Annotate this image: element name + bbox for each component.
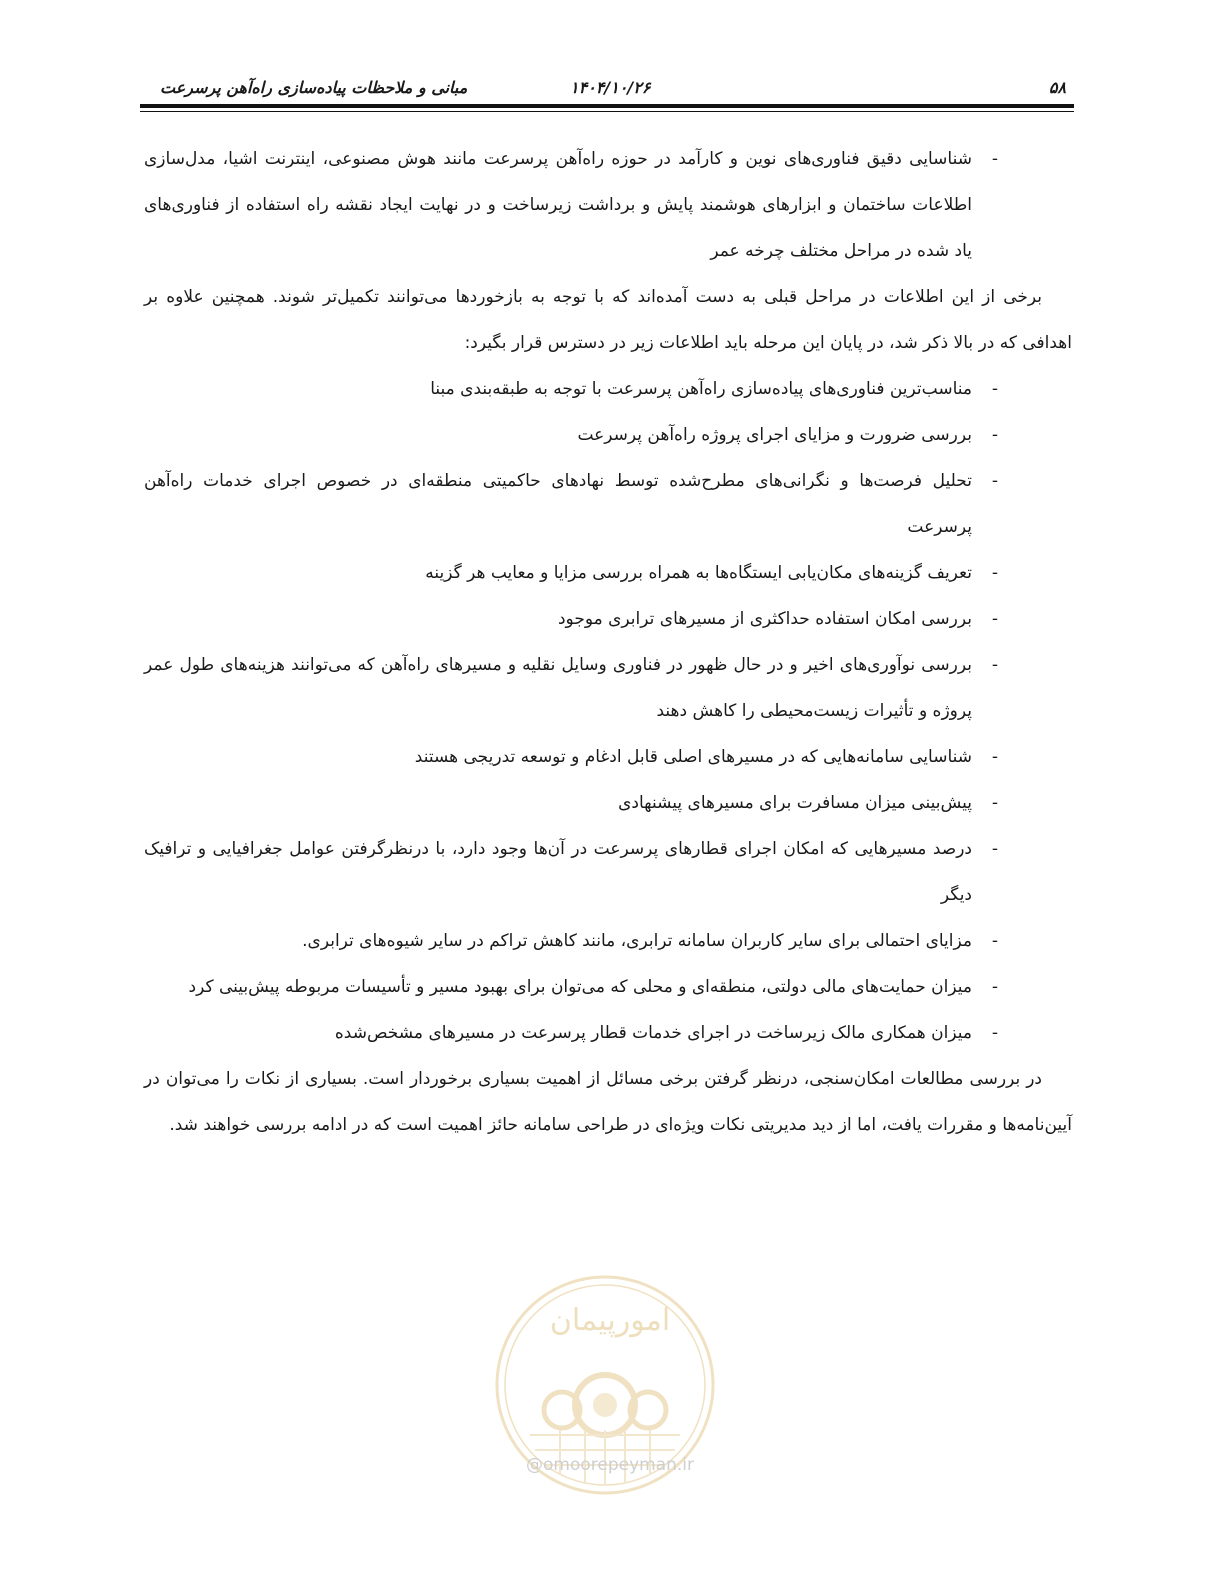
watermark-gear-icon (544, 1375, 666, 1435)
list-item-text: بررسی نوآوری‌های اخیر و در حال ظهور در فناوری وسایل نقلیه و مسیرهای راه‌آهن که می‌توانند هزینه‌های طول عمر پروژه و تأثیرات زیست‌محیطی را کاهش دهند (144, 655, 972, 721)
list-item-text: مناسب‌ترین فناوری‌های پیاده‌سازی راه‌آهن پرسرعت با توجه به طبقه‌بندی مبنا (430, 379, 972, 399)
list-item-text: شناسایی دقیق فناوری‌های نوین و کارآمد در حوزه راه‌آهن پرسرعت مانند هوش مصنوعی، اینترنت اشیا، مدل‌سازی اطلاعات ساختمان و ابزارهای هوشمند پایش و برداشت زیرساخت و در نهایت ایجاد نقشه راه استفاده از فناوری‌های یاد شده در مراحل مختلف چرخه عمر (144, 149, 972, 261)
bullet-dash: - (991, 425, 998, 445)
bullet-dash: - (991, 793, 998, 813)
list-item (144, 596, 1072, 642)
bullet-dash: - (991, 747, 998, 767)
list-item-text: تعریف گزینه‌های مکان‌یابی ایستگاه‌ها به همراه بررسی مزایا و معایب هر گزینه (425, 563, 972, 583)
document-body (144, 136, 1072, 1148)
bullet-dash: - (991, 931, 998, 951)
list-item (144, 412, 1072, 458)
list-item (144, 964, 1072, 1010)
bullet-dash: - (991, 471, 998, 491)
list-item-text: شناسایی سامانه‌هایی که در مسیرهای اصلی قابل ادغام و توسعه تدریجی هستند (414, 747, 972, 767)
list-item-text: مزایای احتمالی برای سایر کاربران سامانه ترابری، مانند کاهش تراکم در سایر شیوه‌های ترابری. (302, 931, 972, 951)
bullet-list-top (144, 136, 1072, 274)
list-item (144, 1010, 1072, 1056)
paragraph-intro: برخی از این اطلاعات در مراحل قبلی به دست آمده‌اند که با توجه به بازخوردها می‌توانند تکمیل‌تر شوند. همچنین علاوه بر اهدافی که در بالا ذکر شد، در پایان این مرحله باید اطلاعات زیر در دسترس قرار بگیرد: (144, 287, 1072, 353)
list-item-text: درصد مسیرهایی که امکان اجرای قطارهای پرسرعت در آن‌ها وجود دارد، با درنظرگرفتن عوامل جغرافیایی و ترافیک دیگر (144, 839, 972, 905)
bullet-list-main (144, 366, 1072, 1056)
page-header (140, 68, 1074, 102)
list-item (144, 826, 1072, 918)
list-item-text: میزان همکاری مالک زیرساخت در اجرای خدمات قطار پرسرعت در مسیرهای مشخص‌شده (334, 1023, 972, 1043)
bullet-dash: - (991, 655, 998, 675)
header-date: ۱۴۰۴/۱۰/۲۶ (570, 78, 651, 97)
list-item-text: میزان حمایت‌های مالی دولتی، منطقه‌ای و محلی که می‌توان برای بهبود مسیر و تأسیسات مربوطه پیش‌بینی کرد (188, 977, 972, 997)
watermark-url: @omoorepeyman.ir (525, 1455, 695, 1475)
bullet-dash: - (991, 1023, 998, 1043)
page-number: ۵۸ (1048, 78, 1066, 97)
bullet-dash: - (991, 563, 998, 583)
bullet-dash: - (991, 977, 998, 997)
list-item (144, 918, 1072, 964)
header-rule-thick (140, 104, 1074, 108)
bullet-dash: - (991, 609, 998, 629)
header-title: مبانی و ملاحظات پیاده‌سازی راه‌آهن پرسرعت (160, 78, 468, 97)
list-item-text: بررسی امکان استفاده حداکثری از مسیرهای ترابری موجود (557, 609, 972, 629)
bullet-dash: - (991, 149, 998, 169)
list-item (144, 366, 1072, 412)
watermark-logo-text: امورپیمان (549, 1303, 671, 1338)
list-item-text: بررسی ضرورت و مزایای اجرای پروژه راه‌آهن پرسرعت (577, 425, 972, 445)
bullet-dash: - (991, 379, 998, 399)
paragraph-closing: در بررسی مطالعات امکان‌سنجی، درنظر گرفتن برخی مسائل از اهمیت بسیاری برخوردار است. بسیاری از نکات را می‌توان در آیین‌نامه‌ها و مقررات یافت، اما از دید مدیریتی نکات ویژه‌ای در طراحی سامانه حائز اهمیت است که در ادامه بررسی خواهند شد. (144, 1069, 1072, 1135)
list-item (144, 734, 1072, 780)
list-item (144, 550, 1072, 596)
header-rule-thin (140, 111, 1074, 112)
list-item (144, 458, 1072, 550)
at-icon: @ (525, 1455, 543, 1475)
bullet-dash: - (991, 839, 998, 859)
list-item-text: تحلیل فرصت‌ها و نگرانی‌های مطرح‌شده توسط نهادهای حاکمیتی منطقه‌ای در خصوص اجرای خدمات راه‌آهن پرسرعت (144, 471, 972, 537)
list-item (144, 780, 1072, 826)
list-item (144, 642, 1072, 734)
list-item (144, 136, 1072, 274)
list-item-text: پیش‌بینی میزان مسافرت برای مسیرهای پیشنهادی (618, 793, 972, 813)
